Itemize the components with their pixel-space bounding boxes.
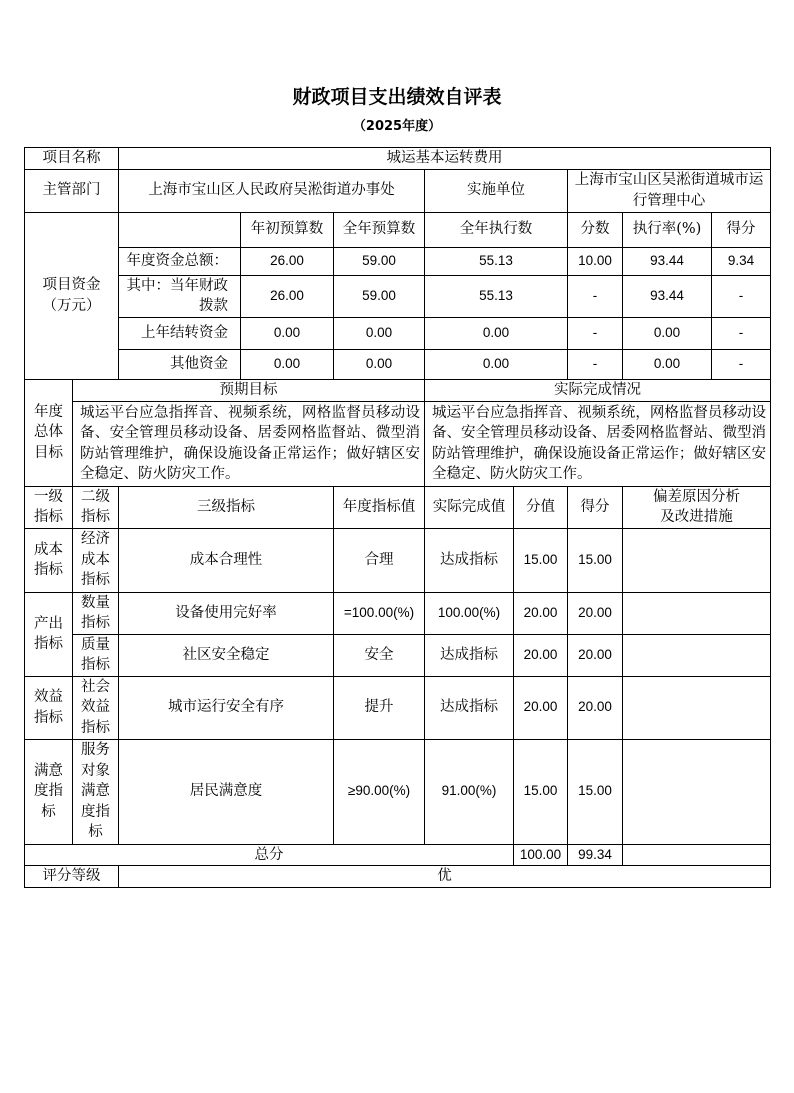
deviation-analysis	[623, 528, 771, 592]
level2-indicator: 质量指标	[73, 634, 119, 676]
level3-indicator: 社区安全稳定	[119, 634, 334, 676]
header-annual-budget: 全年预算数	[334, 212, 425, 247]
project-name-row	[25, 148, 771, 170]
funds-row-label: 年度资金总额：	[119, 247, 241, 275]
funds-row-total	[25, 247, 771, 275]
indicator-row-cost	[25, 528, 771, 592]
weight-value: 15.00	[514, 739, 568, 844]
header-initial-budget: 年初预算数	[241, 212, 334, 247]
expected-goals-text: 城运平台应急指挥音、视频系统，网格监督员移动设备、安全管理员移动设备、居委网格监督站、微型消防站管理维护，确保设施设备正常运作；做好辖区安全稳定、防火防灾工作。	[73, 401, 425, 486]
header-score: 得分	[712, 212, 771, 247]
level3-indicator: 设备使用完好率	[119, 592, 334, 634]
annual-execution-value: 55.13	[425, 275, 568, 317]
document-title: 财政项目支出绩效自评表	[292, 86, 502, 108]
goals-label: 年度总体目标	[25, 379, 73, 486]
header-points: 分数	[568, 212, 623, 247]
funds-row-carryover	[25, 317, 771, 349]
total-label: 总分	[25, 844, 514, 866]
actual-completion-value: 100.00(%)	[425, 592, 514, 634]
header-level1: 一级指标	[25, 486, 73, 528]
actual-goals-header: 实际完成情况	[425, 379, 771, 401]
points-value: 10.00	[568, 247, 623, 275]
indicator-score-value: 20.00	[568, 592, 623, 634]
points-value: -	[568, 349, 623, 379]
annual-execution-value: 55.13	[425, 247, 568, 275]
level3-indicator: 居民满意度	[119, 739, 334, 844]
weight-value: 15.00	[514, 528, 568, 592]
indicators-header-row	[25, 486, 771, 528]
weight-value: 20.00	[514, 592, 568, 634]
initial-budget-value: 26.00	[241, 247, 334, 275]
funds-header-blank	[119, 212, 241, 247]
annual-target-value: 安全	[334, 634, 425, 676]
header-deviation-text: 偏差原因分析及改进措施	[653, 488, 740, 525]
header-indicator-score: 得分	[568, 486, 623, 528]
department-label: 主管部门	[25, 169, 119, 212]
total-score: 99.34	[568, 844, 623, 866]
annual-target-value: 提升	[334, 676, 425, 739]
indicator-row-output-quality	[25, 634, 771, 676]
level1-indicator: 产出指标	[25, 592, 73, 676]
implementer-label: 实施单位	[425, 169, 568, 212]
header-level2: 二级指标	[73, 486, 119, 528]
implementer-value: 上海市宝山区吴淞街道城市运行管理中心	[568, 169, 771, 212]
deviation-analysis	[623, 676, 771, 739]
actual-completion-value: 达成指标	[425, 528, 514, 592]
annual-budget-value: 0.00	[334, 349, 425, 379]
annual-target-value: ≥90.00(%)	[334, 739, 425, 844]
execution-rate-value: 0.00	[623, 349, 712, 379]
funds-row-fiscal	[25, 275, 771, 317]
project-name-label: 项目名称	[25, 148, 119, 170]
level1-indicator: 满意度指标	[25, 739, 73, 844]
header-deviation	[623, 486, 771, 528]
score-value: -	[712, 317, 771, 349]
indicator-row-satisfaction	[25, 739, 771, 844]
funds-header-row	[25, 212, 771, 247]
score-value: 9.34	[712, 247, 771, 275]
funds-row-label: 上年结转资金	[119, 317, 241, 349]
deviation-analysis	[623, 592, 771, 634]
level1-indicator: 成本指标	[25, 528, 73, 592]
document-subtitle: （2025年度）	[352, 119, 442, 134]
execution-rate-value: 93.44	[623, 247, 712, 275]
actual-completion-value: 达成指标	[425, 634, 514, 676]
header-level3: 三级指标	[119, 486, 334, 528]
funds-label-text: 项目资金（万元）	[42, 277, 101, 314]
indicator-row-output-quantity	[25, 592, 771, 634]
total-row	[25, 844, 771, 866]
points-value: -	[568, 317, 623, 349]
header-actual-value: 实际完成值	[425, 486, 514, 528]
level1-indicator: 效益指标	[25, 676, 73, 739]
department-row	[25, 169, 771, 212]
grade-value: 优	[119, 866, 771, 888]
level2-indicator: 服务对象满意度指标	[73, 739, 119, 844]
project-name-value: 城运基本运转费用	[119, 148, 771, 170]
initial-budget-value: 0.00	[241, 349, 334, 379]
initial-budget-value: 0.00	[241, 317, 334, 349]
level2-indicator: 数量指标	[73, 592, 119, 634]
header-annual-execution: 全年执行数	[425, 212, 568, 247]
level3-indicator: 成本合理性	[119, 528, 334, 592]
deviation-analysis	[623, 634, 771, 676]
actual-completion-value: 91.00(%)	[425, 739, 514, 844]
annual-target-value: =100.00(%)	[334, 592, 425, 634]
grade-label: 评分等级	[25, 866, 119, 888]
indicator-score-value: 20.00	[568, 676, 623, 739]
actual-goals-text: 城运平台应急指挥音、视频系统，网格监督员移动设备、安全管理员移动设备、居委网格监督站、微型消防站管理维护，确保设施设备正常运作；做好辖区安全稳定、防火防灾工作。	[425, 401, 771, 486]
annual-execution-value: 0.00	[425, 349, 568, 379]
score-value: -	[712, 349, 771, 379]
goals-header-row	[25, 379, 771, 401]
total-deviation-blank	[623, 844, 771, 866]
points-value: -	[568, 275, 623, 317]
indicator-row-benefit	[25, 676, 771, 739]
total-weight: 100.00	[514, 844, 568, 866]
annual-budget-value: 59.00	[334, 275, 425, 317]
weight-value: 20.00	[514, 634, 568, 676]
indicator-score-value: 15.00	[568, 528, 623, 592]
actual-completion-value: 达成指标	[425, 676, 514, 739]
annual-target-value: 合理	[334, 528, 425, 592]
score-value: -	[712, 275, 771, 317]
indicator-score-value: 15.00	[568, 739, 623, 844]
annual-budget-value: 0.00	[334, 317, 425, 349]
funds-row-other	[25, 349, 771, 379]
header-execution-rate: 执行率(%)	[623, 212, 712, 247]
execution-rate-value: 93.44	[623, 275, 712, 317]
level3-indicator: 城市运行安全有序	[119, 676, 334, 739]
level2-indicator: 经济成本指标	[73, 528, 119, 592]
annual-execution-value: 0.00	[425, 317, 568, 349]
grade-row	[25, 866, 771, 888]
header-annual-target: 年度指标值	[334, 486, 425, 528]
indicator-score-value: 20.00	[568, 634, 623, 676]
funds-row-label: 其中：当年财政拨款	[119, 275, 241, 317]
deviation-analysis	[623, 739, 771, 844]
level2-indicator: 社会效益指标	[73, 676, 119, 739]
weight-value: 20.00	[514, 676, 568, 739]
goals-content-row	[25, 401, 771, 486]
execution-rate-value: 0.00	[623, 317, 712, 349]
funds-row-label: 其他资金	[119, 349, 241, 379]
annual-budget-value: 59.00	[334, 247, 425, 275]
funds-label	[25, 212, 119, 379]
expected-goals-header: 预期目标	[73, 379, 425, 401]
performance-evaluation-table	[24, 147, 771, 888]
department-value: 上海市宝山区人民政府吴淞街道办事处	[119, 169, 425, 212]
initial-budget-value: 26.00	[241, 275, 334, 317]
header-weight: 分值	[514, 486, 568, 528]
